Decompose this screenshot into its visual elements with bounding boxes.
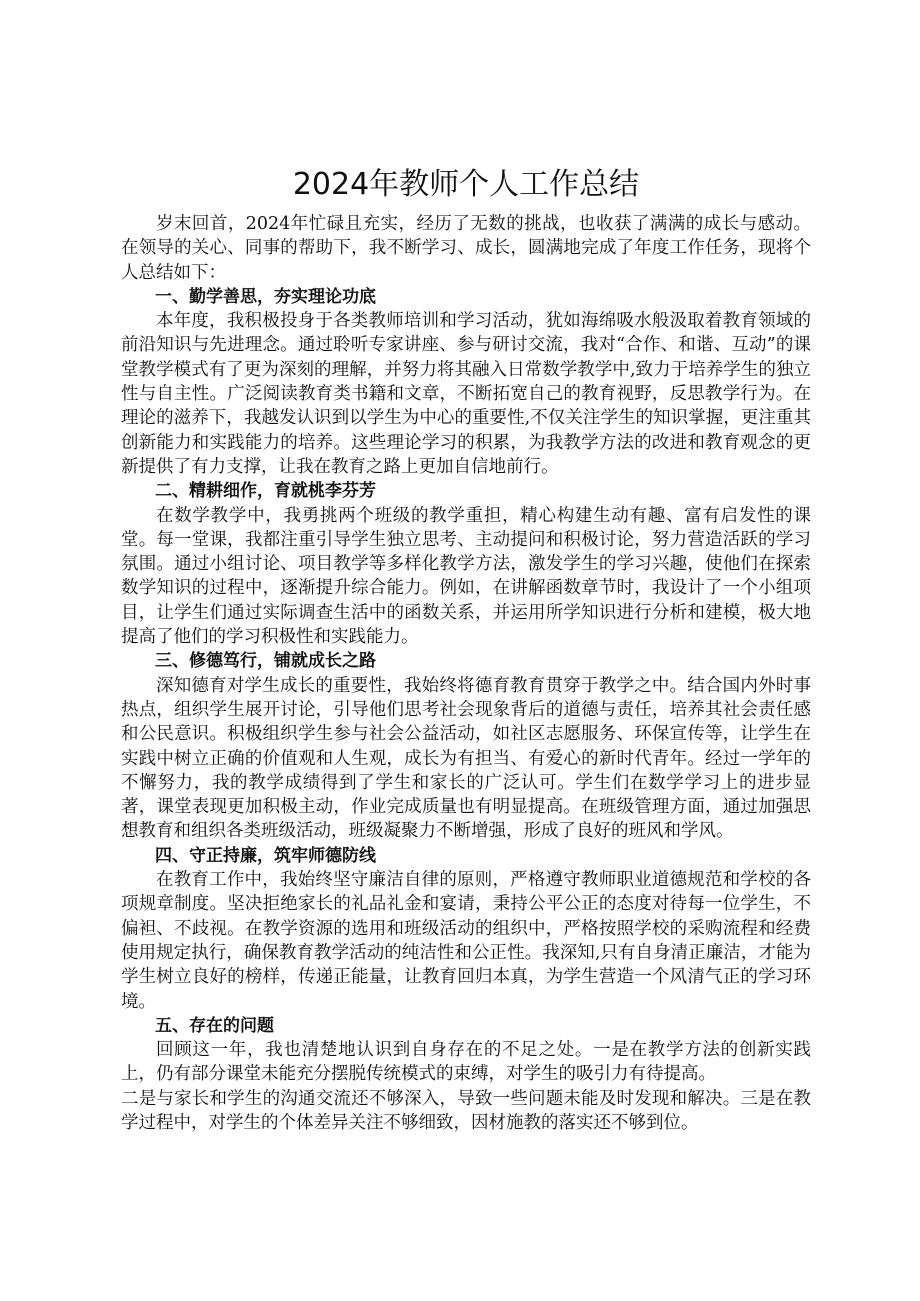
section-4-heading: 四、守正持廉，筑牢师德防线: [155, 845, 376, 866]
section-3-body: 深知德育对学生成长的重要性，我始终将德育教育贯穿于教学之中。结合国内外时事热点，组织学生展开讨论，引导他们思考社会现象背后的道德与责任，培养其社会责任感和公民意识。积极组织学生参与社会公益活动，如社区志愿服务、环保宣传等，让学生在实践中树立正确的价值观和人生观，成长为有担当、有爱心的新时代青年。经过一学年的不懈努力，我的教学成绩得到了学生和家长的广泛认可。学生们在数学学习上的进步显著，课堂表现更加积极主动，作业完成质量也有明显提高。在班级管理方面，通过加强思想教育和组织各类班级活动，班级凝聚力不断增强，形成了良好的班风和学风。: [121, 675, 811, 842]
section-2-body: 在数学教学中，我勇挑两个班级的教学重担，精心构建生动有趣、富有启发性的课堂。每一堂课，我都注重引导学生独立思考、主动提问和积极讨论，努力营造活跃的学习氛围。通过小组讨论、项目教学等多样化教学方法，激发学生的学习兴趣，使他们在探索数学知识的过程中，逐渐提升综合能力。例如，在讲解函数章节时，我设计了一个小组项目，让学生们通过实际调查生活中的函数关系，并运用所学知识进行分析和建模，极大地提高了他们的学习积极性和实践能力。: [121, 505, 811, 648]
section-1-body: 本年度，我积极投身于各类教师培训和学习活动，犹如海绵吸水般汲取着教育领域的前沿知识与先进理念。通过聆听专家讲座、参与研讨交流，我对“合作、和谐、互动”的课堂教学模式有了更为深刻的理解，并努力将其融入日常数学教学中,致力于培养学生的独立性与自主性。广泛阅读教育类书籍和文章，不断拓宽自己的教育视野，反思教学行为。在理论的滋养下，我越发认识到以学生为中心的重要性,不仅关注学生的知识掌握，更注重其创新能力和实践能力的培养。这些理论学习的积累，为我教学方法的改进和教育观念的更新提供了有力支撑，让我在教育之路上更加自信地前行。: [121, 311, 811, 477]
section-5-body: 回顾这一年，我也清楚地认识到自身存在的不足之处。一是在教学方法的创新实践上，仍有部分课堂未能充分摆脱传统模式的束缚，对学生的吸引力有待提高。: [121, 1040, 811, 1085]
document-page: [121, 160, 811, 1135]
document-title: 2024年教师个人工作总结: [292, 167, 640, 202]
section-1-heading: 一、勤学善思，夯实理论功底: [155, 286, 376, 307]
section-2-heading: 二、精耕细作，育就桃李芬芳: [155, 481, 376, 502]
section-5-body-continued: 二是与家长和学生的沟通交流还不够深入，导致一些问题未能及时发现和解决。三是在教学过程中，对学生的个体差异关注不够细致，因材施教的落实还不够到位。: [121, 1088, 811, 1133]
section-5-heading: 五、存在的问题: [155, 1015, 274, 1036]
section-4-body: 在教育工作中，我始终坚守廉洁自律的原则，严格遵守教师职业道德规范和学校的各项规章制度。坚决拒绝家长的礼品礼金和宴请，秉持公平公正的态度对待每一位学生，不偏袒、不歧视。在教学资源的选用和班级活动的组织中，严格按照学校的采购流程和经费使用规定执行，确保教育教学活动的纯洁性和公正性。我深知,只有自身清正廉洁，才能为学生树立良好的榜样，传递正能量，让教育回归本真，为学生营造一个风清气正的学习环境。: [121, 870, 811, 1012]
section-3-heading: 三、修德笃行，铺就成长之路: [155, 651, 376, 672]
intro-paragraph: 岁末回首，2024年忙碌且充实，经历了无数的挑战，也收获了满满的成长与感动。在领导的关心、同事的帮助下，我不断学习、成长，圆满地完成了年度工作任务，现将个人总结如下：: [121, 214, 811, 283]
